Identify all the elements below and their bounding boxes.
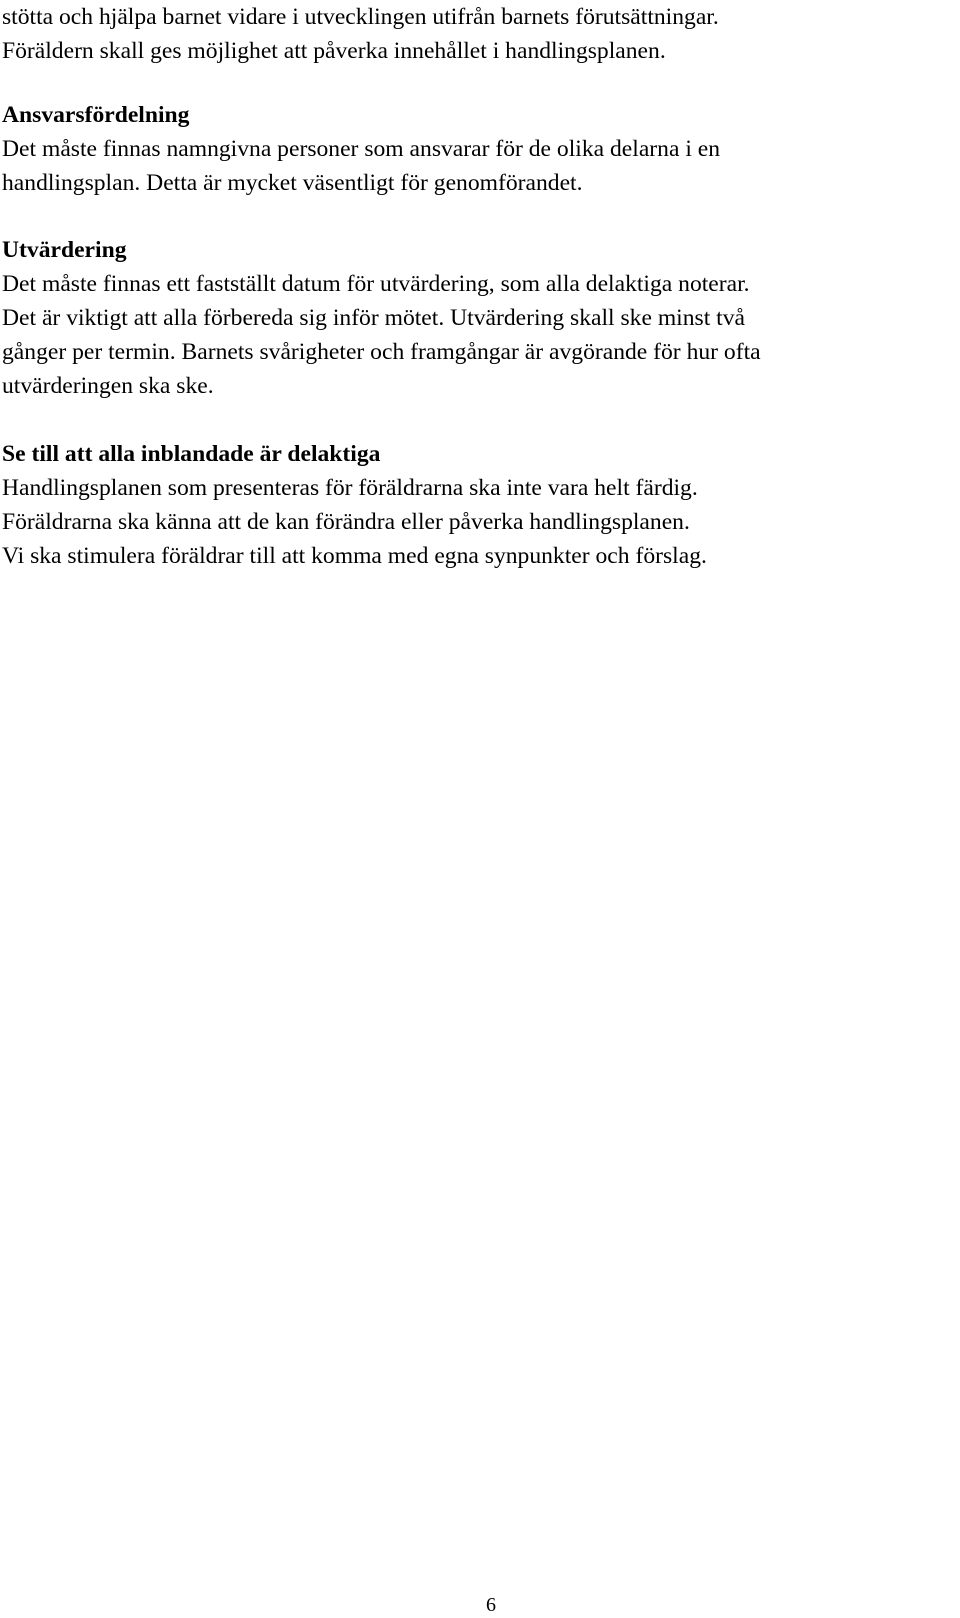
section-heading: Se till att alla inblandade är delaktiga [2,441,381,467]
page-number [0,1593,960,1617]
paragraph-line: gånger per termin. Barnets svårigheter och framgångar är avgörande för hur ofta [2,339,761,365]
paragraph-line: stötta och hjälpa barnet vidare i utvecklingen utifrån barnets förutsättningar. [2,4,719,30]
section-ansvarsfordelning [2,98,954,200]
page-number-label: 6 [486,1594,496,1616]
section-heading: Utvärdering [2,237,127,263]
paragraph-line: handlingsplan. Detta är mycket väsentligt för genomförandet. [2,170,583,196]
paragraph-line: utvärderingen ska ske. [2,373,214,399]
section-utvardering [2,233,954,403]
paragraph-line: Föräldrarna ska känna att de kan förändra eller påverka handlingsplanen. [2,509,690,535]
section-delaktiga [2,437,954,573]
paragraph-line: Vi ska stimulera föräldrar till att komma med egna synpunkter och förslag. [2,543,707,569]
paragraph-line: Handlingsplanen som presenteras för föräldrarna ska inte vara helt färdig. [2,475,698,501]
paragraph-line: Föräldern skall ges möjlighet att påverka innehållet i handlingsplanen. [2,38,666,64]
section-heading: Ansvarsfördelning [2,102,190,128]
paragraph-line: Det måste finnas ett fastställt datum för utvärdering, som alla delaktiga noterar. [2,271,750,297]
paragraph-line: Det måste finnas namngivna personer som ansvarar för de olika delarna i en [2,136,721,162]
paragraph-line: Det är viktigt att alla förbereda sig inför mötet. Utvärdering skall ske minst två [2,305,745,331]
intro-paragraph [2,0,954,68]
